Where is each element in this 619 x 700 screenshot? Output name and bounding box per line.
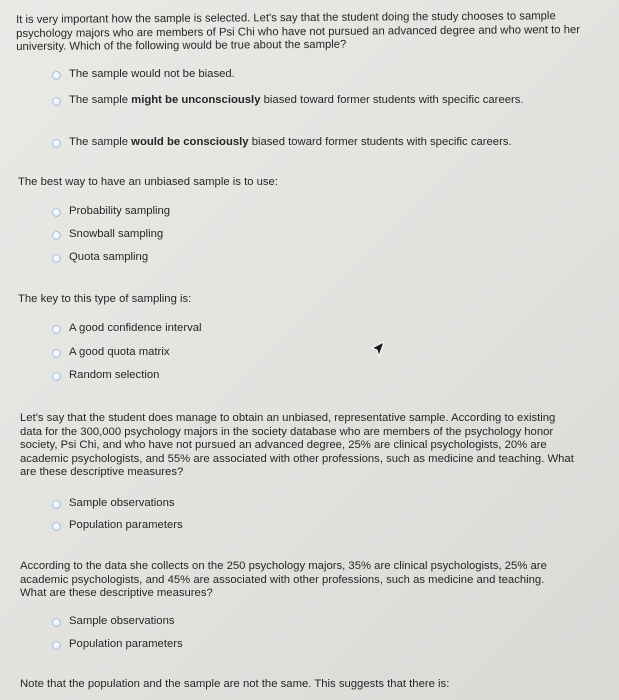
radio-button[interactable] bbox=[52, 139, 61, 148]
option-label: Snowball sampling bbox=[69, 228, 164, 240]
question-6-text: Note that the population and the sample are not the same. This suggests that there is: bbox=[20, 678, 450, 690]
q5-option-population-parameters[interactable] bbox=[52, 638, 183, 652]
option-label: Population parameters bbox=[69, 638, 183, 650]
q1-option-not-biased[interactable] bbox=[52, 68, 235, 82]
question-1-text: It is very important how the sample is selected. Let's say that the student doing the study chooses to sample psychology majors who are members of Psi Chi who have not pursued an advanced degree and who went to her university. Which of the following would be true about the sample? bbox=[16, 10, 581, 53]
option-label: A good confidence interval bbox=[69, 322, 202, 334]
q2-option-probability-sampling[interactable] bbox=[52, 205, 170, 219]
radio-button[interactable] bbox=[52, 522, 61, 531]
radio-button[interactable] bbox=[52, 231, 61, 240]
option-label: Sample observations bbox=[69, 615, 175, 627]
q1-option-unconsciously-biased[interactable] bbox=[52, 94, 542, 108]
radio-button[interactable] bbox=[52, 97, 61, 106]
option-label: Random selection bbox=[69, 369, 160, 381]
option-label: Sample observations bbox=[69, 497, 175, 509]
radio-button[interactable] bbox=[52, 325, 61, 334]
q5-option-sample-observations[interactable] bbox=[52, 615, 175, 629]
option-label: The sample would be consciously biased toward former students with specific careers. bbox=[69, 136, 512, 148]
q3-option-confidence-interval[interactable] bbox=[52, 322, 202, 336]
question-2-text: The best way to have an unbiased sample is to use: bbox=[18, 176, 278, 188]
q4-option-sample-observations[interactable] bbox=[52, 497, 175, 511]
option-label: A good quota matrix bbox=[69, 346, 170, 358]
question-3-text: The key to this type of sampling is: bbox=[18, 293, 192, 305]
option-label: The sample would not be biased. bbox=[69, 68, 235, 80]
radio-button[interactable] bbox=[52, 618, 61, 627]
question-4-text: Let's say that the student does manage to obtain an unbiased, representative sample. According to existing data for the 300,000 psychology majors in the society database who are members of the psychology honor society, Psi Chi, and who have not pursued an advanced degree, 25% are clinical psychologists, 20% are academic psychologists, and 55% are associated with other professions, such as medicine and teaching. What are these descriptive measures? bbox=[20, 412, 574, 478]
radio-button[interactable] bbox=[52, 254, 61, 263]
q2-option-snowball-sampling[interactable] bbox=[52, 228, 163, 242]
radio-button[interactable] bbox=[52, 208, 61, 217]
option-label: The sample might be unconsciously biased toward former students with specific careers. bbox=[69, 94, 524, 106]
radio-button[interactable] bbox=[52, 372, 61, 381]
radio-button[interactable] bbox=[52, 500, 61, 509]
q1-option-consciously-biased[interactable] bbox=[52, 136, 512, 150]
q3-option-random-selection[interactable] bbox=[52, 369, 159, 383]
radio-button[interactable] bbox=[52, 71, 61, 80]
q4-option-population-parameters[interactable] bbox=[52, 519, 183, 533]
option-label: Population parameters bbox=[69, 519, 183, 531]
mouse-cursor-icon bbox=[370, 340, 386, 360]
radio-button[interactable] bbox=[52, 349, 61, 358]
question-5-text: According to the data she collects on the 250 psychology majors, 35% are clinical psychologists, 25% are academic psychologists, and 45% are associated with other professions, such as medicine and teaching. What are these descriptive measures? bbox=[20, 560, 547, 599]
option-label: Quota sampling bbox=[69, 251, 149, 263]
radio-button[interactable] bbox=[52, 641, 61, 650]
q2-option-quota-sampling[interactable] bbox=[52, 251, 148, 265]
option-label: Probability sampling bbox=[69, 205, 171, 217]
q3-option-quota-matrix[interactable] bbox=[52, 346, 169, 360]
